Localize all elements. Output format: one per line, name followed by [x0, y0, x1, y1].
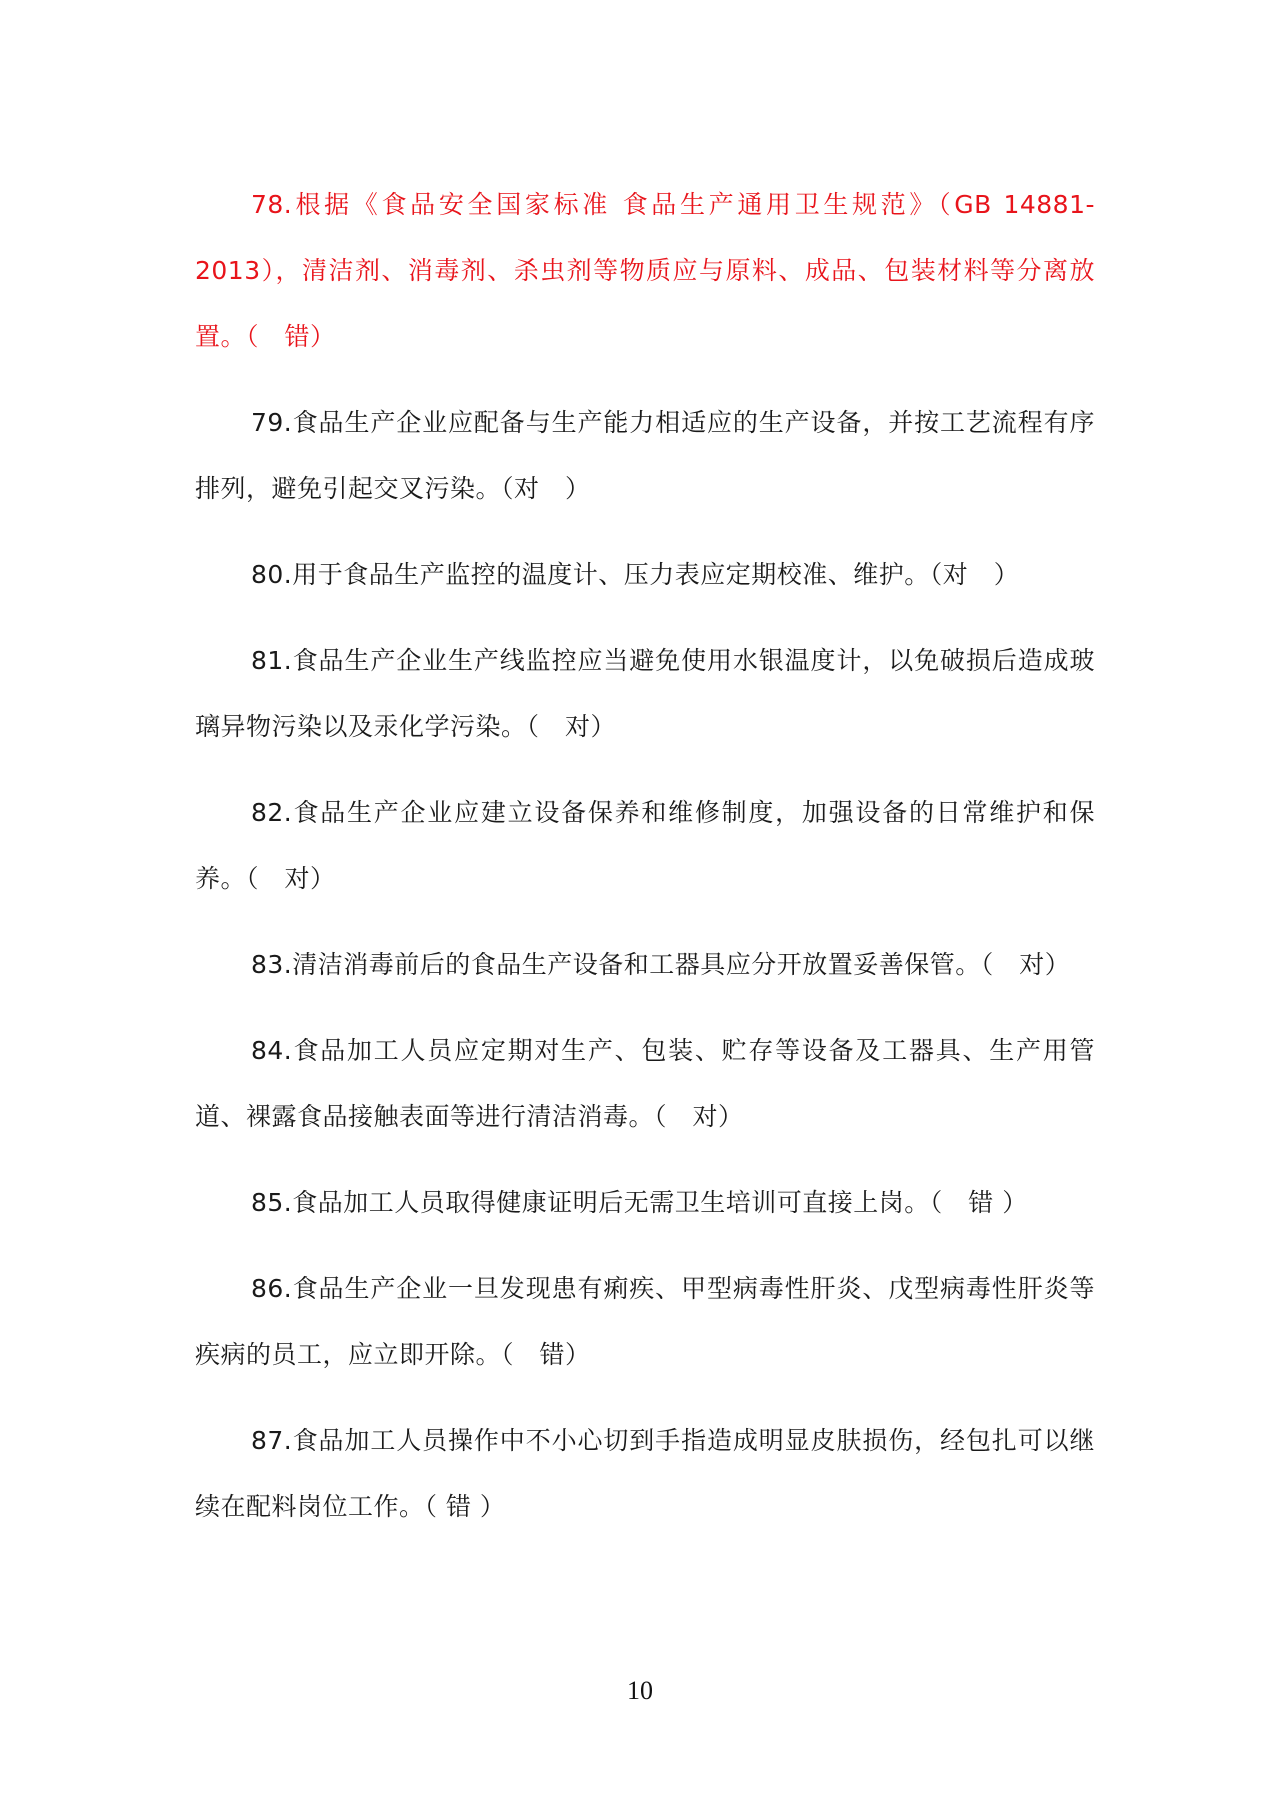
question-85: 85.食品加工人员取得健康证明后无需卫生培训可直接上岗。（ 错 ） — [251, 1188, 1028, 1217]
question-87: 87.食品加工人员操作中不小心切到手指造成明显皮肤损伤，经包扎可以继续在配料岗位工作。（ 错 ） — [195, 1426, 1095, 1521]
question-82: 82.食品生产企业应建立设备保养和维修制度，加强设备的日常维护和保养。（ 对） — [195, 798, 1095, 893]
question-79: 79.食品生产企业应配备与生产能力相适应的生产设备，并按工艺流程有序排列，避免引起交叉污染。（对 ） — [195, 408, 1095, 503]
question-83: 83.清洁消毒前后的食品生产设备和工器具应分开放置妥善保管。（ 对） — [251, 950, 1071, 979]
question-86: 86.食品生产企业一旦发现患有痢疾、甲型病毒性肝炎、戊型病毒性肝炎等疾病的员工，应立即开除。（ 错） — [195, 1274, 1095, 1369]
question-list — [195, 172, 1095, 1560]
question-78: 78.根据《食品安全国家标准 食品生产通用卫生规范》（GB 14881-2013），清洁剂、消毒剂、杀虫剂等物质应与原料、成品、包装材料等分离放置。（ 错） — [195, 190, 1095, 351]
question-80: 80.用于食品生产监控的温度计、压力表应定期校准、维护。（对 ） — [251, 560, 1020, 589]
question-81: 81.食品生产企业生产线监控应当避免使用水银温度计，以免破损后造成玻璃异物污染以及汞化学污染。（ 对） — [195, 646, 1095, 741]
page-number: 10 — [627, 1676, 653, 1705]
question-84: 84.食品加工人员应定期对生产、包装、贮存等设备及工器具、生产用管道、裸露食品接触表面等进行清洁消毒。（ 对） — [195, 1036, 1095, 1131]
